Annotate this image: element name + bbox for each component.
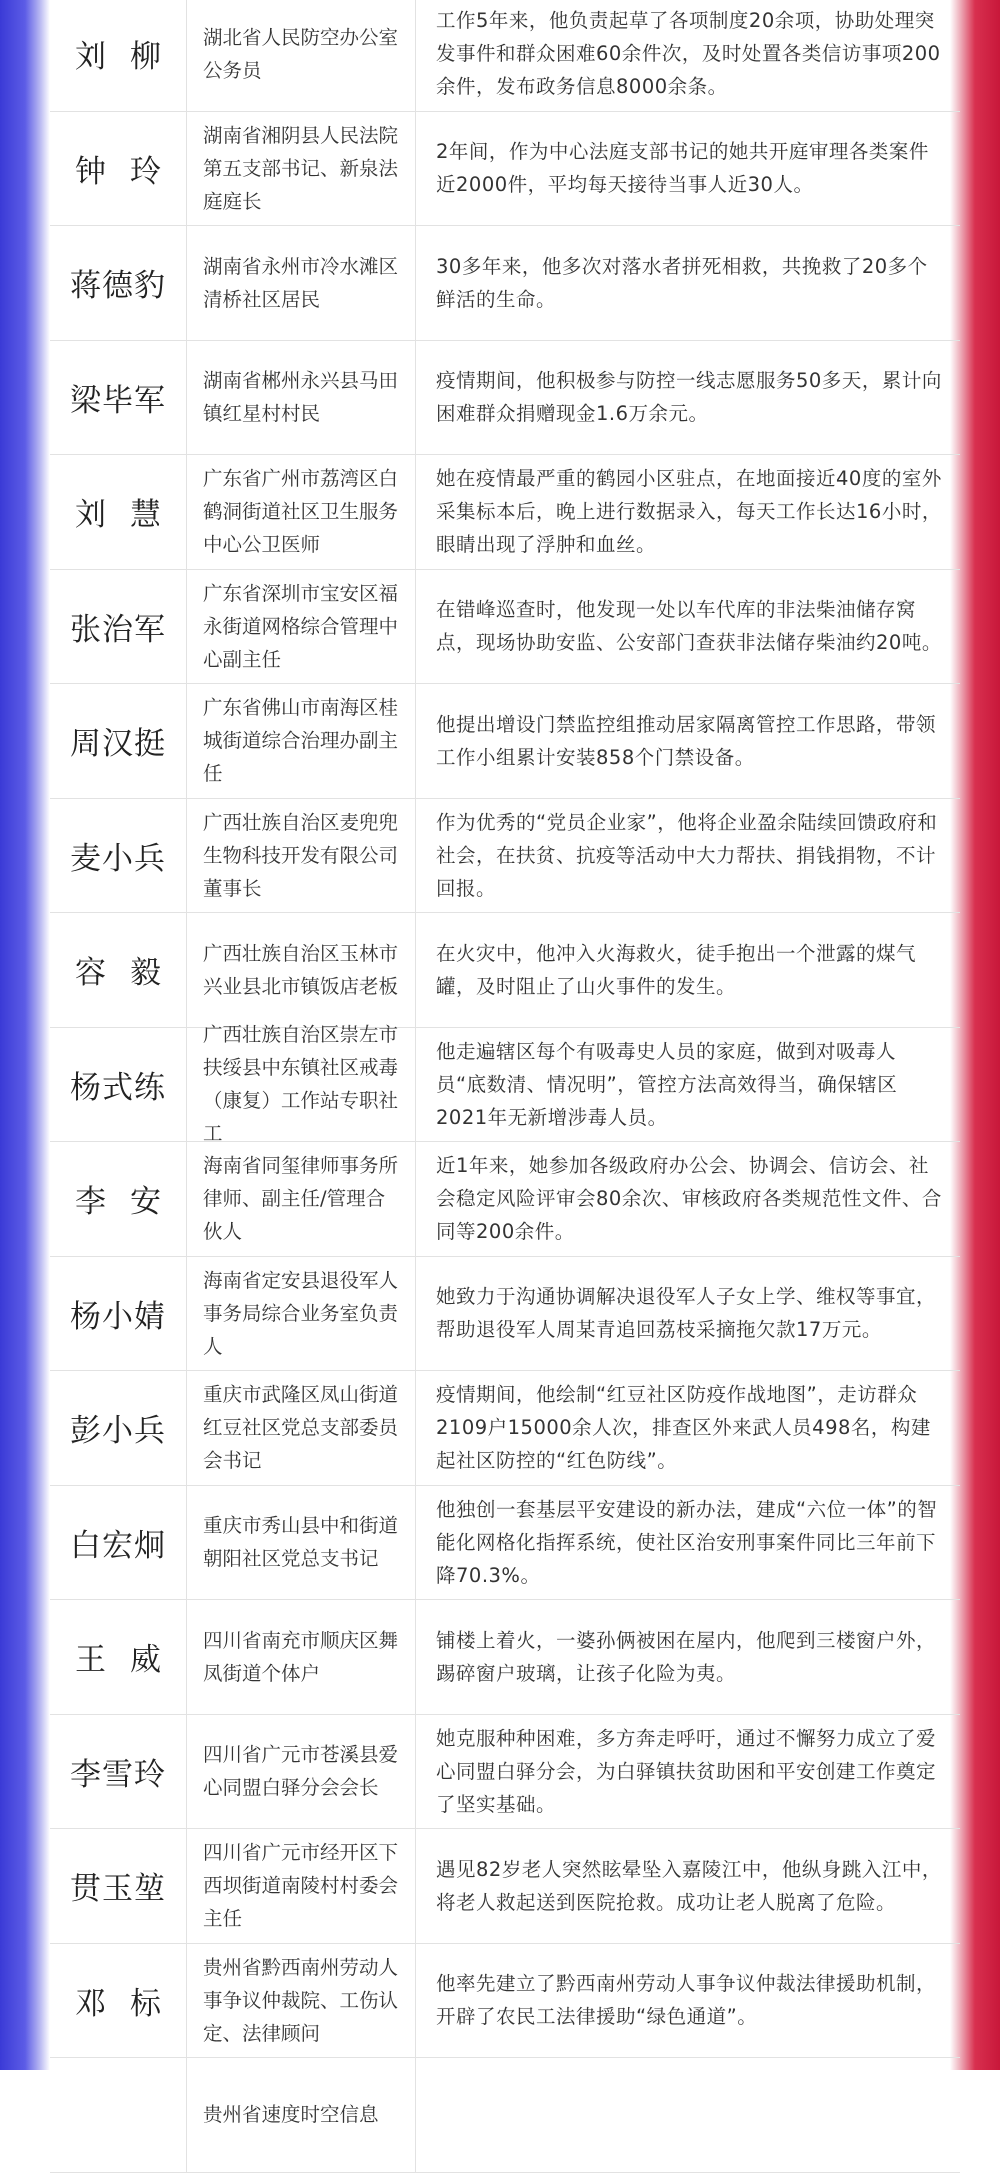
table-row (50, 112, 960, 227)
honoree-name: 容毅 (50, 913, 187, 1027)
honoree-unit: 湖南省湘阴县人民法院第五支部书记、新泉法庭庭长 (187, 112, 416, 226)
honoree-deed: 他率先建立了黔西南州劳动人事争议仲裁法律援助机制，开辟了农民工法律援助“绿色通道”。 (436, 1972, 937, 2029)
honoree-unit: 海南省同玺律师事务所律师、副主任/管理合伙人 (187, 1142, 416, 1256)
table-row (50, 799, 960, 914)
table-row (50, 226, 960, 341)
honoree-name: 白宏炯 (50, 1486, 187, 1600)
honoree-deed: 疫情期间，他绘制“红豆社区防疫作战地图”，走访群众2109户15000余人次，排查区外来武人员498名，构建起社区防控的“红色防线”。 (436, 1383, 931, 1473)
table-row (50, 913, 960, 1028)
table-row (50, 1715, 960, 1830)
honoree-deed: 她克服种种困难，多方奔走呼吁，通过不懈努力成立了爱心同盟白驿分会，为白驿镇扶贫助困和平安创建工作奠定了坚实基础。 (436, 1726, 937, 1816)
honoree-unit: 湖南省永州市冷水滩区清桥社区居民 (187, 226, 416, 340)
table-row (50, 1257, 960, 1372)
honoree-name: 李雪玲 (50, 1715, 187, 1829)
honoree-unit: 湖北省人民防空办公室公务员 (187, 0, 416, 111)
honoree-unit: 广西壮族自治区玉林市兴业县北市镇饭店老板 (187, 913, 416, 1027)
table-row (50, 1944, 960, 2059)
honoree-unit: 四川省广元市经开区下西坝街道南陵村村委会主任 (187, 1829, 416, 1943)
honoree-unit: 贵州省黔西南州劳动人事争议仲裁院、工伤认定、法律顾问 (187, 1944, 416, 2058)
honoree-unit: 贵州省速度时空信息 (187, 2058, 416, 2172)
table-row (50, 0, 960, 112)
honoree-unit: 广东省广州市荔湾区白鹤洞街道社区卫生服务中心公卫医师 (187, 455, 416, 569)
honoree-name: 彭小兵 (50, 1371, 187, 1485)
honoree-unit: 重庆市武隆区凤山街道红豆社区党总支部委员会书记 (187, 1371, 416, 1485)
honoree-name: 麦小兵 (50, 799, 187, 913)
table-row (50, 341, 960, 456)
honoree-deed: 遇见82岁老人突然眩晕坠入嘉陵江中，他纵身跳入江中，将老人救起送到医院抢救。成功让老人脱离了危险。 (436, 1857, 942, 1914)
honoree-unit: 广东省深圳市宝安区福永街道网格综合管理中心副主任 (187, 570, 416, 684)
honoree-name: 张治军 (50, 570, 187, 684)
honoree-deed: 她在疫情最严重的鹤园小区驻点，在地面接近40度的室外采集标本后，晚上进行数据录入，每天工作长达16小时，眼睛出现了浮肿和血丝。 (436, 467, 942, 557)
honoree-deed: 30多年来，他多次对落水者拼死相救，共挽救了20多个鲜活的生命。 (436, 254, 928, 311)
table-row (50, 1829, 960, 1944)
honoree-deed: 作为优秀的“党员企业家”，他将企业盈余陆续回馈政府和社会，在扶贫、抗疫等活动中大力帮扶、捐钱捐物，不计回报。 (436, 810, 938, 900)
honoree-name: 周汉挺 (50, 684, 187, 798)
table-row (50, 1371, 960, 1486)
honoree-deed: 疫情期间，他积极参与防控一线志愿服务50多天，累计向困难群众捐赠现金1.6万余元。 (436, 369, 942, 426)
honoree-unit: 四川省南充市顺庆区舞凤街道个体户 (187, 1600, 416, 1714)
honoree-name: 贯玉堃 (50, 1829, 187, 1943)
honoree-deed: 2年间，作为中心法庭支部书记的她共开庭审理各类案件近2000件，平均每天接待当事人近30人。 (436, 140, 929, 197)
honoree-name (50, 2058, 187, 2172)
honoree-deed (416, 2058, 960, 2172)
honoree-name: 杨式练 (50, 1028, 187, 1142)
honoree-name: 王威 (50, 1600, 187, 1714)
honoree-name: 刘柳 (50, 0, 187, 111)
table-row (50, 1600, 960, 1715)
honoree-name: 蒋德豹 (50, 226, 187, 340)
table-row (50, 2058, 960, 2173)
table-row (50, 684, 960, 799)
honoree-unit: 重庆市秀山县中和街道朝阳社区党总支书记 (187, 1486, 416, 1600)
table-row (50, 1486, 960, 1601)
honoree-unit: 海南省定安县退役军人事务局综合业务室负责人 (187, 1257, 416, 1371)
honoree-deed: 他走遍辖区每个有吸毒史人员的家庭，做到对吸毒人员“底数清、情况明”，管控方法高效得当，确保辖区2021年无新增涉毒人员。 (436, 1039, 898, 1129)
table-row (50, 455, 960, 570)
honoree-unit: 广东省佛山市南海区桂城街道综合治理办副主任 (187, 684, 416, 798)
honoree-deed: 她致力于沟通协调解决退役军人子女上学、维权等事宜，帮助退役军人周某青追回荔枝采摘拖欠款17万元。 (436, 1285, 937, 1342)
honoree-unit: 四川省广元市苍溪县爱心同盟白驿分会会长 (187, 1715, 416, 1829)
table-row (50, 1142, 960, 1257)
honoree-name: 邓标 (50, 1944, 187, 2058)
table-row (50, 1023, 960, 1146)
honoree-unit: 湖南省郴州永兴县马田镇红星村村民 (187, 341, 416, 455)
honoree-deed: 他提出增设门禁监控组推动居家隔离管控工作思路，带领工作小组累计安装858个门禁设备。 (436, 712, 937, 769)
left-blue-gradient-border (0, 0, 50, 2070)
honoree-deed: 近1年来，她参加各级政府办公会、协调会、信访会、社会稳定风险评审会80余次、审核政府各类规范性文件、合同等200余件。 (436, 1154, 942, 1244)
honoree-name: 杨小婧 (50, 1257, 187, 1371)
honoree-deed: 在错峰巡查时，他发现一处以车代库的非法柴油储存窝点，现场协助安监、公安部门查获非法储存柴油约20吨。 (436, 598, 942, 655)
honoree-table (50, 0, 960, 2173)
honoree-deed: 铺楼上着火，一婆孙俩被困在屋内，他爬到三楼窗户外，踢碎窗户玻璃，让孩子化险为夷。 (436, 1628, 937, 1685)
honoree-name: 梁毕军 (50, 341, 187, 455)
honoree-unit: 广西壮族自治区崇左市扶绥县中东镇社区戒毒（康复）工作站专职社工 (187, 1028, 416, 1142)
honoree-deed: 工作5年来，他负责起草了各项制度20余项，协助处理突发事件和群众困难60余件次，及时处置各类信访事项200余件，发布政务信息8000余条。 (436, 9, 941, 99)
honoree-deed: 他独创一套基层平安建设的新办法，建成“六位一体”的智能化网格化指挥系统，使社区治安刑事案件同比三年前下降70.3%。 (436, 1497, 938, 1587)
table-row (50, 570, 960, 685)
honoree-name: 钟玲 (50, 112, 187, 226)
honoree-deed: 在火灾中，他冲入火海救火，徒手抱出一个泄露的煤气罐，及时阻止了山火事件的发生。 (436, 941, 917, 998)
honoree-name: 李安 (50, 1142, 187, 1256)
honoree-unit: 广西壮族自治区麦兜兜生物科技开发有限公司董事长 (187, 799, 416, 913)
honoree-name: 刘慧 (50, 455, 187, 569)
